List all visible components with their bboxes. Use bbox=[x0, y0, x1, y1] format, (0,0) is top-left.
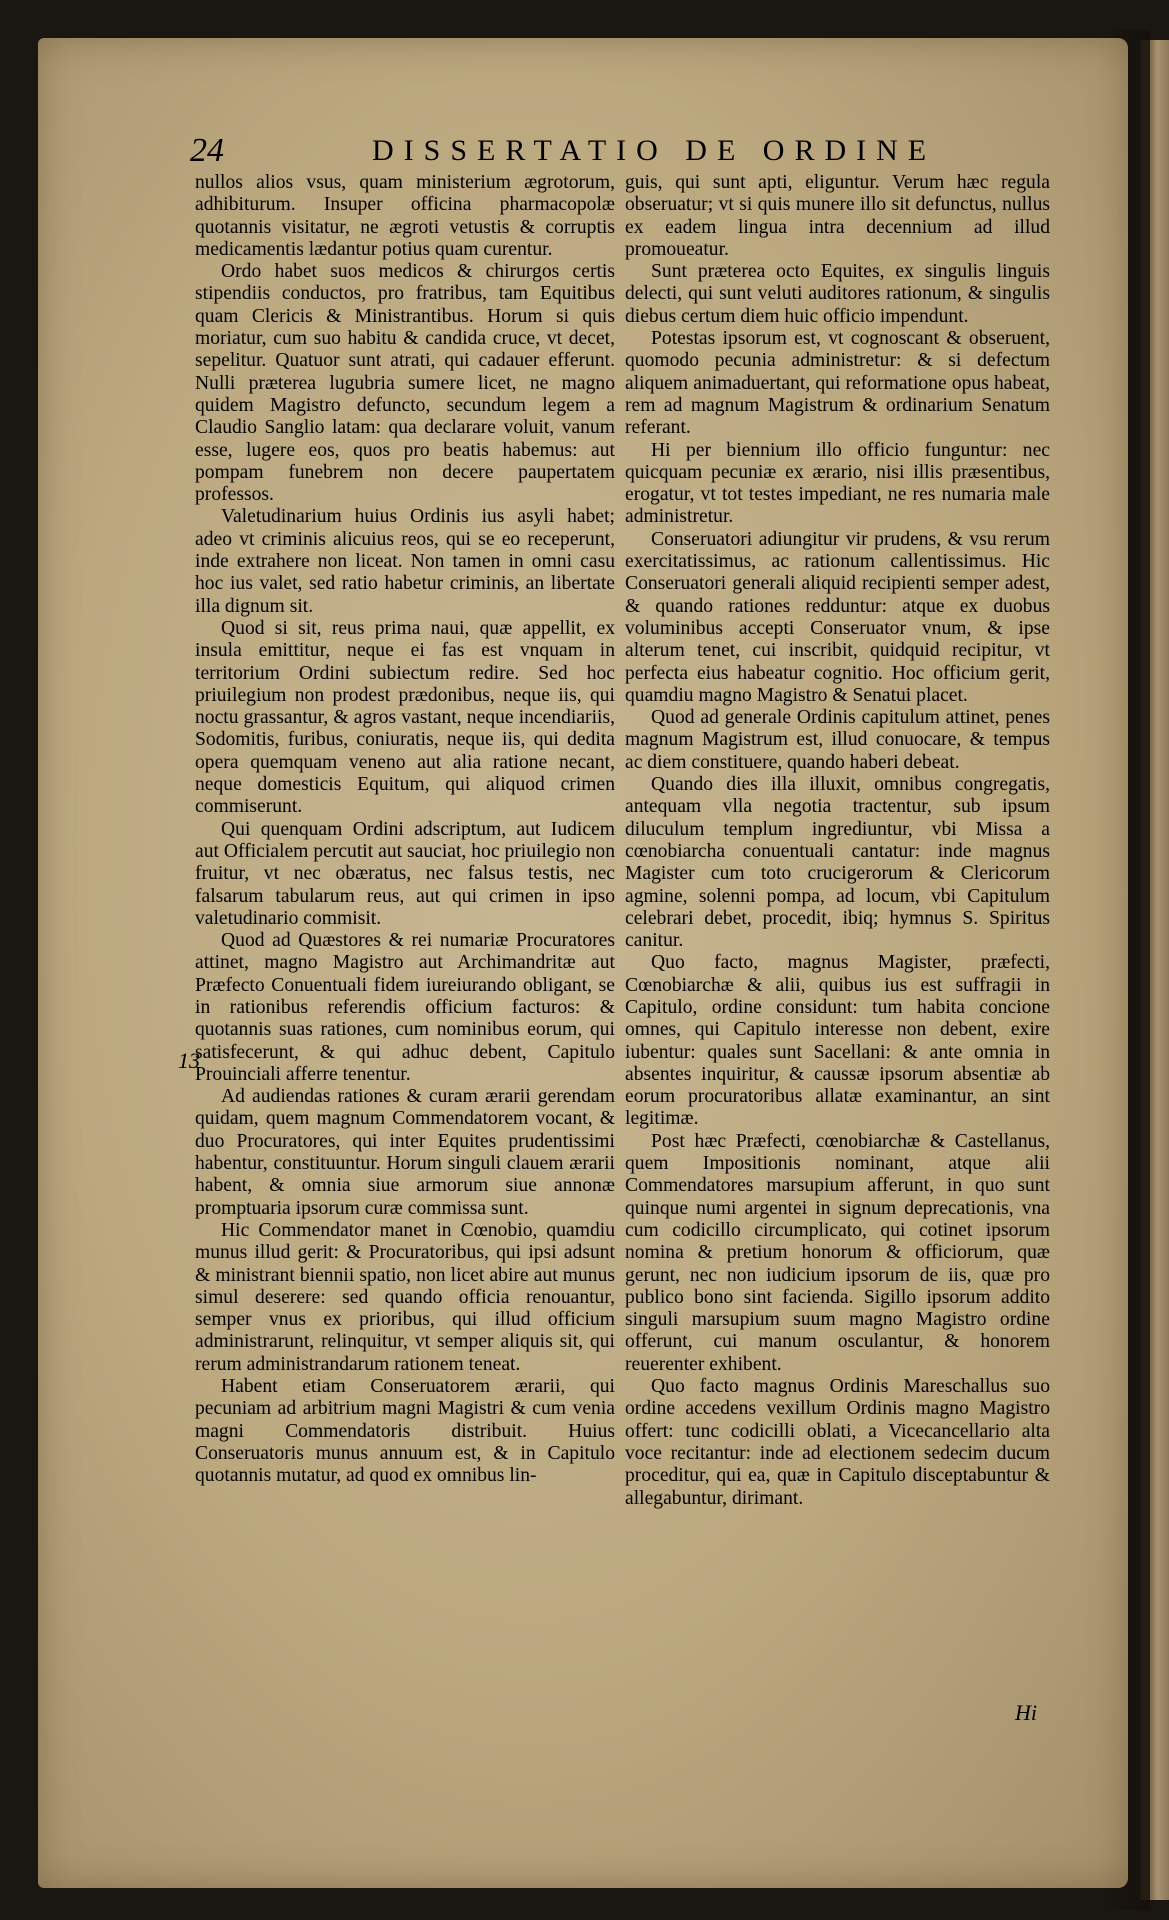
paragraph: Conseruatori adiungitur vir prudens, & vsu rerum exercitatissimus, ac rationum callentissimus. Hic Conseruatori generali aliquid recipienti semper adest, & quando rationes redduntur: atque ex duobus voluminibus accepti Conseruator vnum, & ipse alterum tenet, cui inscribit, quidquid recipitur, vt perfecta eius habeatur cognitio. Hoc officium gerit, quamdiu magno Magistro & Senatui placet. bbox=[625, 528, 1050, 706]
catchword: Hi bbox=[1015, 1700, 1037, 1725]
paragraph: Hi per biennium illo officio funguntur: nec quicquam pecuniæ ex ærario, nisi illis præsentibus, erogatur, vt tot testes impediant, ne res numaria male administretur. bbox=[625, 439, 1050, 528]
paragraph: Qui quenquam Ordini adscriptum, aut Iudicem aut Officialem percutit aut sauciat, hoc priuilegio non fruitur, vt nec obæratus, nec falsus testis, nec falsarum tabularum reus, aut qui crimen in ipso valetudinario commisit. bbox=[195, 818, 615, 929]
paragraph: Hic Commendator manet in Cœnobio, quamdiu munus illud gerit: & Procuratoribus, qui ipsi adsunt & ministrant biennii spatio, non licet abire aut munus simul deserere: sed quando officia renouantur, semper vnus ex prioribus, qui illud officium administrarunt, relinquitur, vt semper aliquis sit, qui rerum administrandarum rationem teneat. bbox=[195, 1219, 615, 1375]
paragraph: Quod si sit, reus prima naui, quæ appellit, ex insula emittitur, neque ei fas est vnquam in territorium Ordini subiectum redire. Sed hoc priuilegium non prodest prædonibus, neque iis, qui noctu grassantur, & agros vastant, neque incendiariis, Sodomitis, furibus, coniuratis, neque iis, qui dedita opera quemquam veneno aut alia ratione necant, neque domesticis Equitum, qui aliquod crimen commiserunt. bbox=[195, 617, 615, 818]
paragraph: Ad audiendas rationes & curam ærarii gerendam quidam, quem magnum Commendatorem vocant, & duo Procuratores, qui inter Equites prudentissimi habentur, constituuntur. Horum singuli clauem ærarii habent, & omnia siue armorum siue annonæ promptuaria ipsorum curæ commissa sunt. bbox=[195, 1086, 615, 1219]
paragraph: Quo facto magnus Ordinis Mareschallus suo ordine accedens vexillum Ordinis magno Magistro offert: tunc codicilli oblati, a Vicecancellario alta voce recitantur: inde ad electionem sedecim ducum proceditur, qui ea, quæ in Capitulo disceptabuntur & allegabuntur, dirimant. bbox=[625, 1376, 1050, 1509]
paragraph: nullos alios vsus, quam ministerium ægrotorum, adhibiturum. Insuper officina pharmacopolæ quotannis visitatur, ne ægroti vetustis & corruptis medicamentis lædantur potius quam curentur. bbox=[195, 172, 615, 260]
paragraph: Quando dies illa illuxit, omnibus congregatis, antequam vlla negotia tractentur, sub ipsum diluculum templum ingrediuntur, vbi Missa a cœnobiarcha conuentuali cantatur: inde magnus Magister cum toto crucigerorum & Clericorum agmine, solenni pompa, ad locum, vbi Capitulum celebrari debet, procedit, ibiq; hymnus S. Spiritus canitur. bbox=[625, 774, 1050, 952]
paragraph: Ordo habet suos medicos & chirurgos certis stipendiis conductos, pro fratribus, tam Equitibus quam Clericis & Ministrantibus. Horum si quis moriatur, cum suo habitu & candida cruce, vt decet, sepelitur. Quatuor sunt atrati, qui cadauer efferunt. Nulli præterea lugubria sumere licet, ne magno quidem Magistro defuncto, secundum legem a Claudio Sanglio latam: qua declarare voluit, vanum esse, lugere eos, quos pro beatis habemus: aut pompam funebrem non decere paupertatem professos. bbox=[195, 261, 615, 506]
right-column bbox=[625, 172, 1050, 1510]
paragraph: Habent etiam Conseruatorem ærarii, qui pecuniam ad arbitrium magni Magistri & cum venia magni Commendatoris distribuit. Huius Conseruatoris munus annuum est, & in Capitulo quotannis mutatur, ad quod ex omnibus lin- bbox=[195, 1376, 615, 1487]
running-head bbox=[190, 132, 1050, 172]
running-title: DISSERTATIO DE ORDINE bbox=[372, 134, 937, 167]
paragraph: Quod ad generale Ordinis capitulum attinet, penes magnum Magistrum est, illud conuocare, & tempus ac diem constituere, quando haberi debeat. bbox=[625, 707, 1050, 773]
left-column bbox=[195, 172, 615, 1488]
paragraph: Valetudinarium huius Ordinis ius asyli habet; adeo vt criminis alicuius reos, qui se eo receperunt, inde extrahere non liceat. Non tamen in omni casu hoc ius valet, sed ratio habetur criminis, an libertate illa dignum sit. bbox=[195, 506, 615, 617]
paragraph: Post hæc Præfecti, cœnobiarchæ & Castellanus, quem Impositionis nominant, atque alii Commendatores marsupium afferunt, in quo sunt quinque numi argentei in signum deprecationis, vna cum codicillo circumplicato, qui cotinet ipsorum nomina & pretium honorum & officiorum, quæ gerunt, nec non iudicium ipsorum de iis, quæ pro publico bono sint facienda. Sigillo ipsorum addito singuli marsupium suum magno Magistro ordine offerunt, cui manum osculantur, & honorem reuerenter exhibent. bbox=[625, 1130, 1050, 1375]
page-number: 24 bbox=[190, 132, 224, 169]
paragraph: Sunt præterea octo Equites, ex singulis linguis delecti, qui sunt veluti auditores rationum, & singulis diebus certum diem huic officio impendunt. bbox=[625, 261, 1050, 327]
marginal-number: 13 bbox=[178, 1048, 200, 1073]
paragraph: Potestas ipsorum est, vt cognoscant & obseruent, quomodo pecunia administretur: & si defectum aliquem animaduertant, qui reformatione opus habeat, rem ad magnum Magistrum & ordinarium Senatum referant. bbox=[625, 328, 1050, 439]
paragraph: Quod ad Quæstores & rei numariæ Procuratores attinet, magno Magistro aut Archimandritæ aut Præfecto Conuentuali fidem iureiurando obligant, se in rationibus referendis officium facturos: & quotannis suas rationes, cum nominibus eorum, qui satisfecerunt, & qui adhuc debent, Capitulo Prouinciali afferre tenentur. bbox=[195, 930, 615, 1085]
paragraph: guis, qui sunt apti, eliguntur. Verum hæc regula obseruatur; vt si quis munere illo sit defunctus, nullus ex eadem lingua intra decennium ad illud promoueatur. bbox=[625, 172, 1050, 260]
paragraph: Quo facto, magnus Magister, præfecti, Cœnobiarchæ & alii, quibus ius est suffragii in Capitulo, ordine considunt: tum habita concione omnes, qui Capitulo interesse non debent, exire iubentur: quales sunt Sacellani: & ante omnia in absentes inquiritur, & caussæ ipsorum absentiæ ab eorum procuratoribus allatæ examinantur, an sint legitimæ. bbox=[625, 952, 1050, 1130]
